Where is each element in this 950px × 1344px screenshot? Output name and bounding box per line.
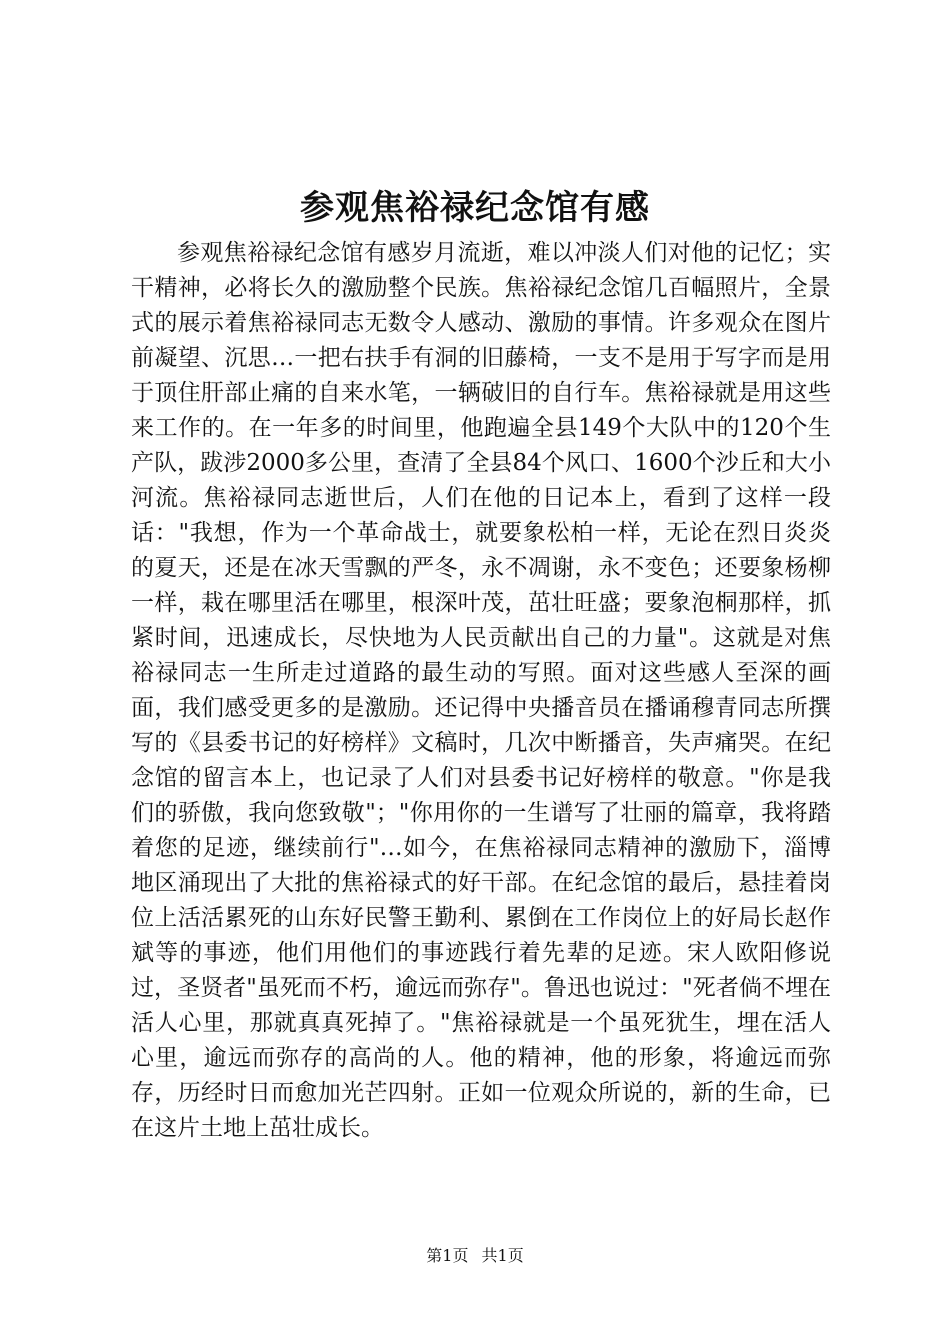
document-body-paragraph: 参观焦裕禄纪念馆有感岁月流逝，难以冲淡人们对他的记忆；实干精神，必将长久的激励整个民族。焦裕禄纪念馆几百幅照片，全景式的展示着焦裕禄同志无数令人感动、激励的事情。许多观众在图片前凝望、沉思…一把右扶手有洞的旧藤椅，一支不是用于写字而是用于顶住肝部止痛的自来水笔，一辆破旧的自行车。焦裕禄就是用这些来工作的。在一年多的时间里，他跑遍全县149个大队中的120个生产队，跋涉2000多公里，查清了全县84个风口、1600个沙丘和大小河流。焦裕禄同志逝世后，人们在他的日记本上，看到了这样一段话："我想，作为一个革命战士，就要象松柏一样，无论在烈日炎炎的夏天，还是在冰天雪飘的严冬，永不凋谢，永不变色；还要象杨柳一样，栽在哪里活在哪里，根深叶茂，茁壮旺盛；要象泡桐那样，抓紧时间，迅速成长，尽快地为人民贡献出自己的力量"。这就是对焦裕禄同志一生所走过道路的最生动的写照。面对这些感人至深的画面，我们感受更多的是激励。还记得中央播音员在播诵穆青同志所撰写的《县委书记的好榜样》文稿时，几次中断播音，失声痛哭。在纪念馆的留言本上，也记录了人们对县委书记好榜样的敬意。"你是我们的骄傲，我向您致敬"；"你用你的一生谱写了壮丽的篇章，我将踏着您的足迹，继续前行"…如今，在焦裕禄同志精神的激励下，淄博地区涌现出了大批的焦裕禄式的好干部。在纪念馆的最后，悬挂着岗位上活活累死的山东好民警王勤利、累倒在工作岗位上的好局长赵作斌等的事迹，他们用他们的事迹践行着先辈的足迹。宋人欧阳修说过，圣贤者"虽死而不朽，逾远而弥存"。鲁迅也说过："死者倘不埋在活人心里，那就真真死掉了。"焦裕禄就是一个虽死犹生，埋在活人心里，逾远而弥存的高尚的人。他的精神，他的形象，将逾远而弥存，历经时日而愈加光芒四射。正如一位观众所说的，新的生命，已在这片土地上茁壮成长。 — [131, 240, 831, 1141]
document-title: 参观焦裕禄纪念馆有感 — [300, 188, 650, 228]
page-total: 共1页 — [481, 1246, 524, 1265]
page-number: 第1页 — [426, 1246, 469, 1265]
page-footer — [0, 1244, 950, 1268]
